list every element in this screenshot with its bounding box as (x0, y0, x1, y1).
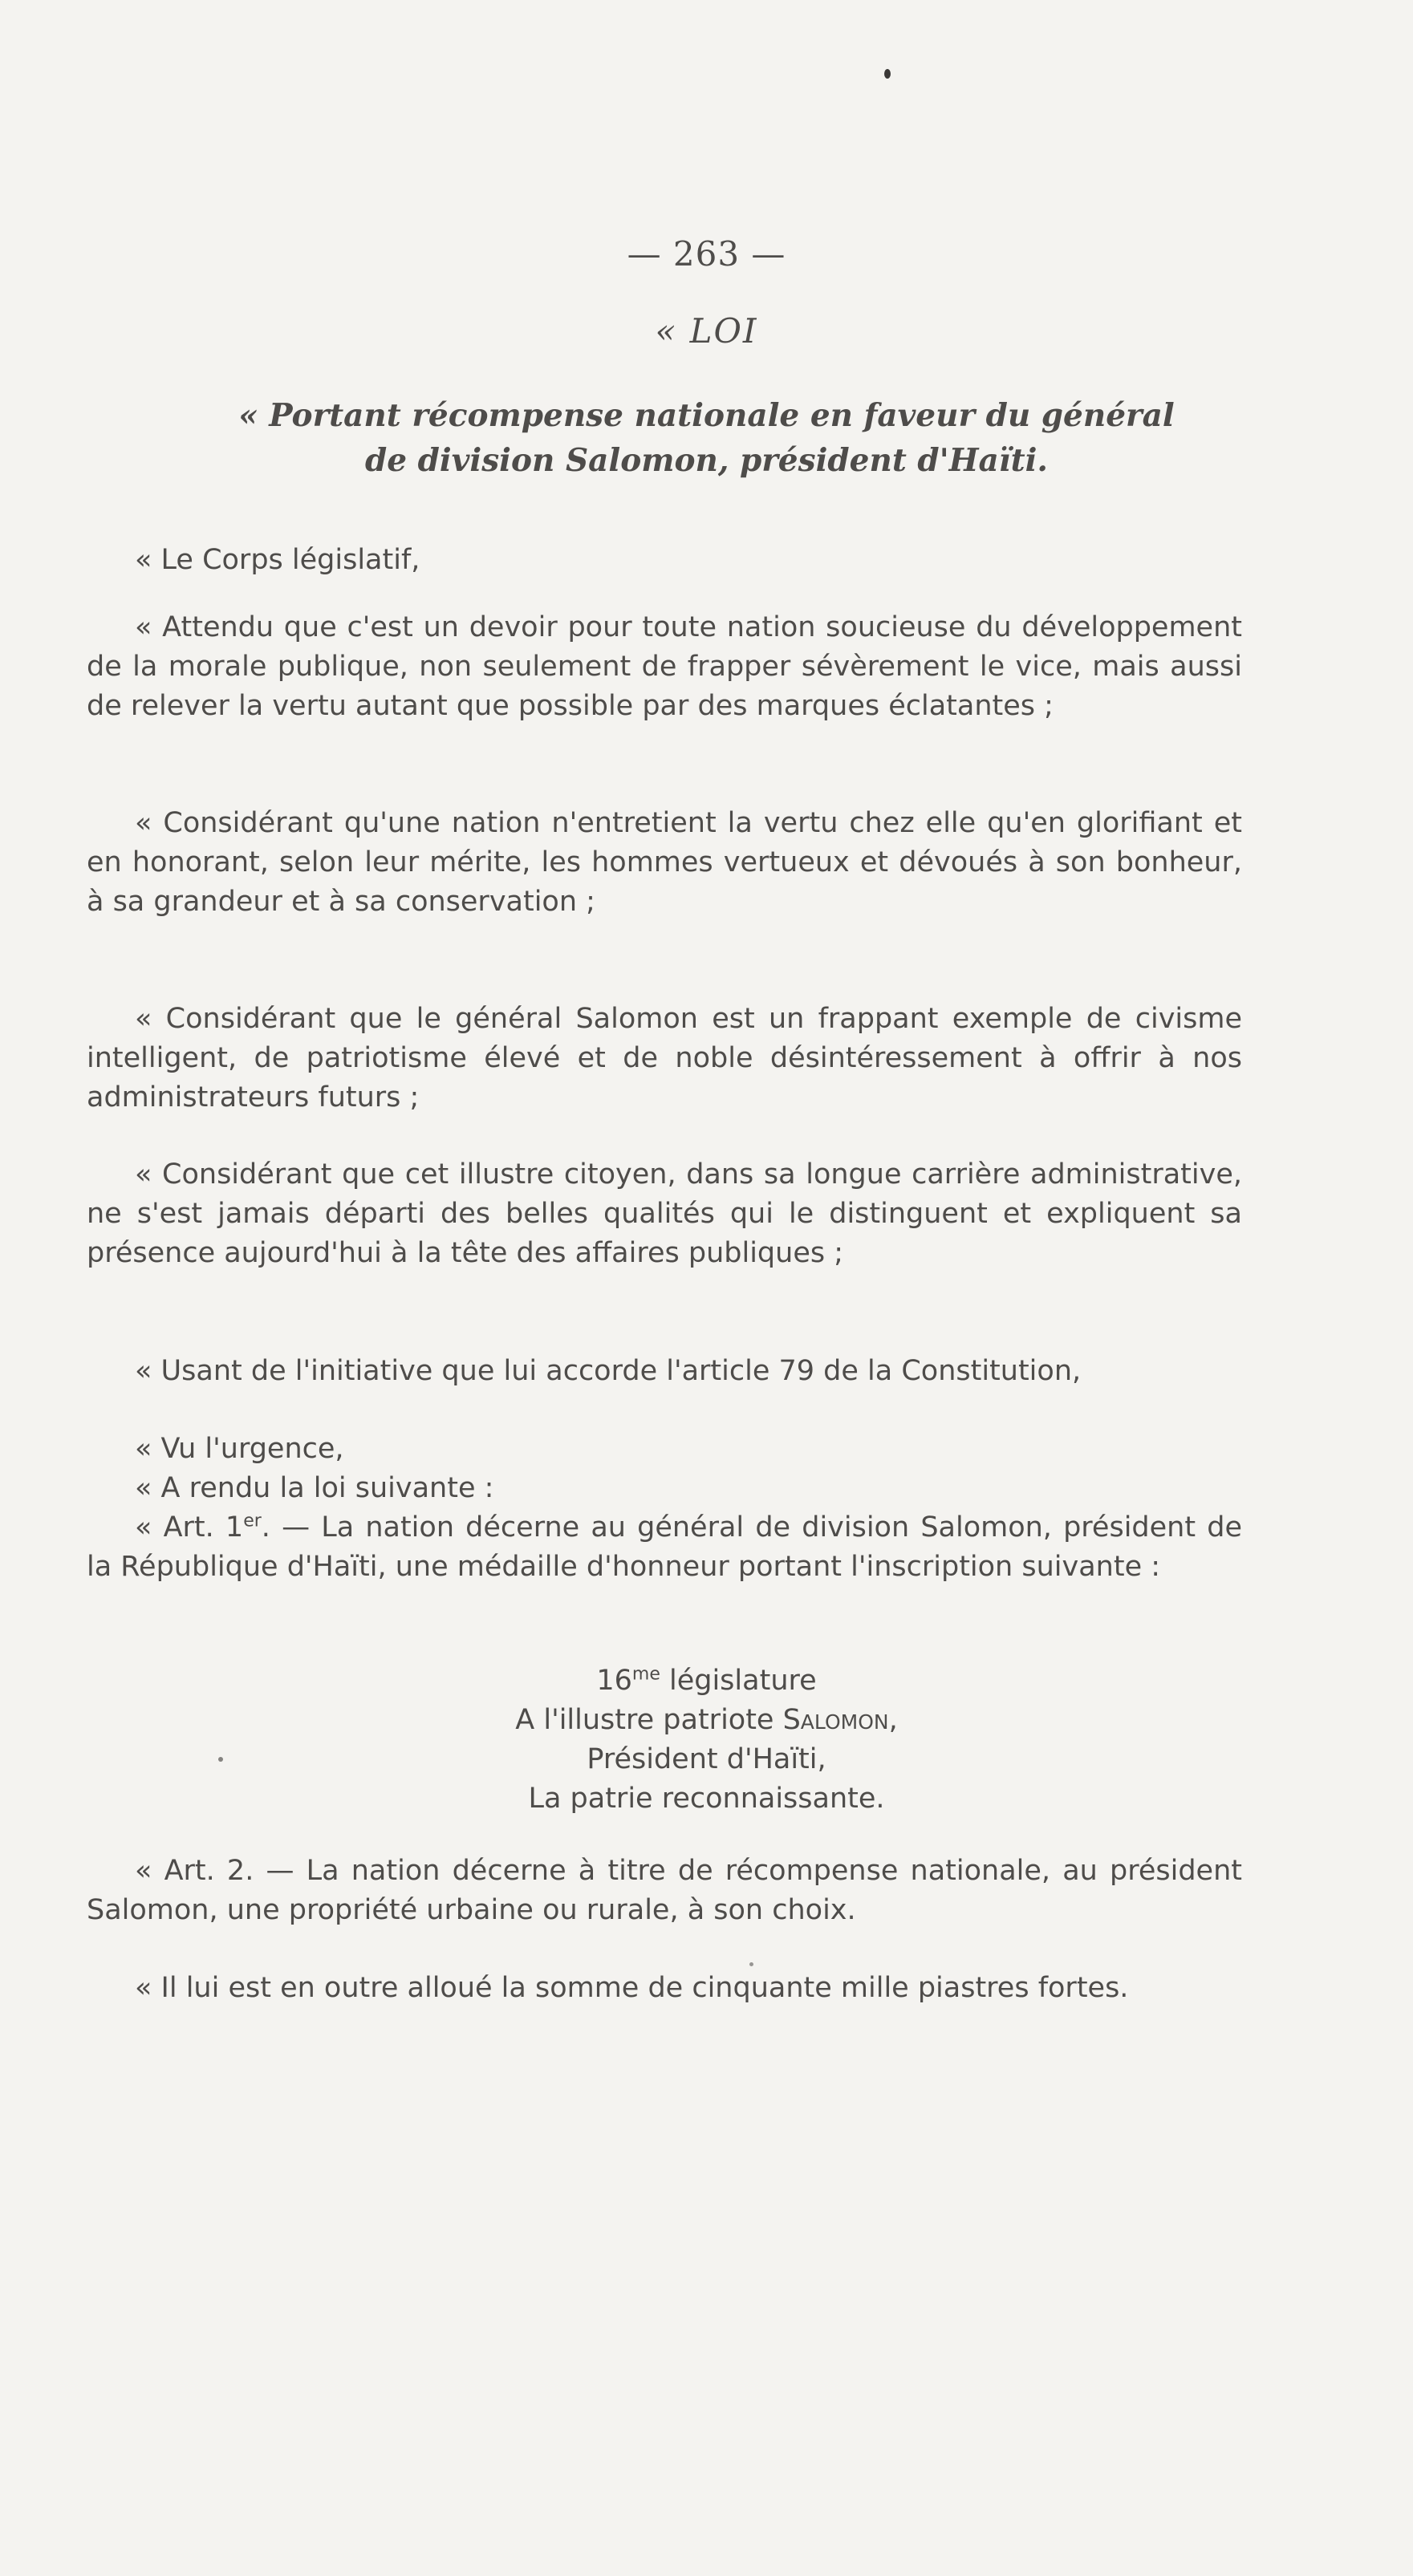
paragraph-considerant-3: « Considérant que cet illustre citoyen, dans sa longue carrière administrative, ne s'est jamais départi des belles qualités qui le distinguent et expliquent sa présence aujourd'hui à la tête des affaires publiques ; (87, 1158, 1242, 1269)
inscription-line-1 (0, 1665, 1413, 1697)
subtitle-line-1: « Portant récompense nationale en faveur du général (238, 397, 1175, 434)
paragraph-urgence: « Vu l'urgence, (135, 1433, 344, 1465)
paragraph-rendu: « A rendu la loi suivante : (135, 1472, 494, 1504)
law-heading: « LOI (655, 311, 758, 351)
inscription-number: 16 (596, 1665, 632, 1697)
inscription-sup: me (631, 1664, 660, 1685)
inscription-legislature: législature (660, 1665, 817, 1697)
page-number: — 263 — (627, 234, 786, 274)
article-1-prefix: « Art. 1 (135, 1511, 244, 1544)
article-2-continued: « Il lui est en outre alloué la somme de cinquante mille piastres fortes. (135, 1972, 1129, 2004)
inscription-prefix: A l'illustre patriote (515, 1704, 783, 1736)
inscription-line-3: Président d'Haïti, (587, 1743, 826, 1775)
paragraph-usant: « Usant de l'initiative que lui accorde l'article 79 de la Constitution, (135, 1355, 1082, 1387)
paragraph-considerant-1: « Considérant qu'une nation n'entretient la vertu chez elle qu'en glorifiant et en honorant, selon leur mérite, les hommes vertueux et dévoués à son bonheur, à sa grandeur et à sa conservation ; (87, 807, 1242, 918)
inscription-name: Salomon (782, 1704, 889, 1736)
article-1-sup: er (243, 1511, 262, 1531)
ink-speck (749, 1962, 753, 1966)
inscription-line-4: La patrie reconnaissante. (528, 1783, 885, 1815)
law-subtitle (0, 393, 1413, 483)
subtitle-line-2: de division Salomon, président d'Haïti. (365, 442, 1048, 479)
paragraph-attendu: « Attendu que c'est un devoir pour toute nation soucieuse du développement de la morale publique, non seulement de frapper sévèrement le vice, mais aussi de relever la vertu autant que possible par des marques éclatantes ; (87, 611, 1242, 722)
inscription-suffix: , (888, 1704, 898, 1736)
inscription-line-2 (0, 1704, 1413, 1736)
paragraph-considerant-2: « Considérant que le général Salomon est un frappant exemple de civisme intelligent, de patriotisme élevé et de noble désintéressement à offrir à nos administrateurs futurs ; (87, 1003, 1242, 1114)
preamble: « Le Corps législatif, (135, 544, 420, 576)
article-2: « Art. 2. — La nation décerne à titre de récompense nationale, au président Salomon, une propriété urbaine ou rurale, à son choix. (87, 1855, 1242, 1926)
article-1 (87, 1508, 1242, 1587)
article-1-text: . — La nation décerne au général de division Salomon, président de la République d'Haïti, une médaille d'honneur portant l'inscription suivante : (87, 1511, 1242, 1583)
ink-speck (884, 69, 891, 79)
